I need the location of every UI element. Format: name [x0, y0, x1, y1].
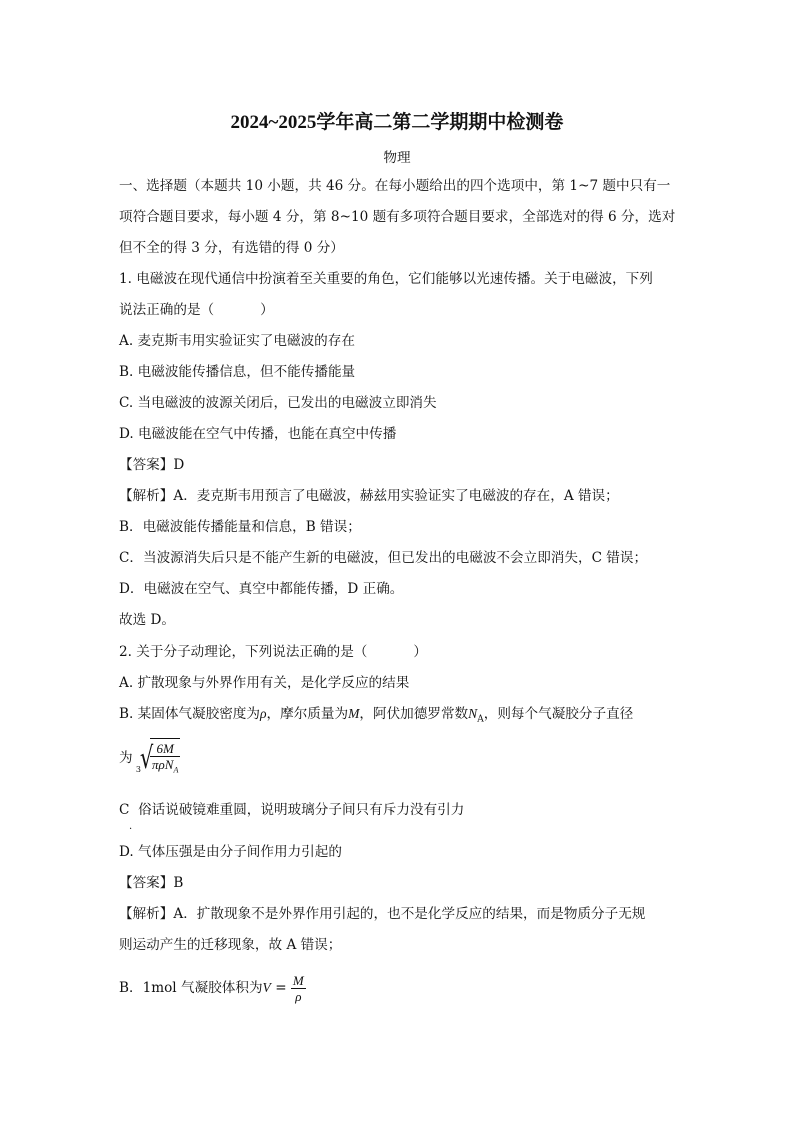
- q2-stem-close: ）: [413, 644, 427, 660]
- equals-sign: =: [275, 980, 287, 996]
- q1-option-d: D. 电磁波能在空气中传播，也能在真空中传播: [119, 426, 397, 442]
- radicand-denominator-subscript: A: [173, 765, 179, 775]
- density-symbol: ρ: [259, 706, 267, 721]
- q2-option-b-line2: [119, 738, 180, 779]
- q2-analysis-b-prefix: B．1mol 气凝胶体积为: [119, 980, 263, 996]
- q2-analysis-a-line2: 则运动产生的迁移现象，故 A 错误；: [119, 937, 342, 953]
- exam-subject: 物理: [383, 150, 411, 166]
- section-instructions-line2: 项符合题目要求，每小题 4 分，第 8~10 题有多项符合题目要求，全部选对的得 6 分，选对: [119, 209, 676, 225]
- radicand-numerator: 6M: [150, 741, 180, 757]
- q1-answer: 【答案】D: [119, 457, 185, 473]
- q1-stem-close: ）: [260, 302, 274, 318]
- q1-option-a: A. 麦克斯韦用实验证实了电磁波的存在: [119, 333, 355, 349]
- q2-option-d: D. 气体压强是由分子间作用力引起的: [119, 844, 342, 860]
- root-index: 3: [135, 765, 142, 774]
- q1-option-b: B. 电磁波能传播信息，但不能传播能量: [119, 364, 356, 380]
- section-instructions-line1: 一、选择题（本题共 10 小题，共 46 分。在每小题给出的四个选项中，第 1~7 题中只有一: [119, 178, 671, 194]
- q2-option-b-prefix: B. 某固体气凝胶密度为: [119, 706, 260, 722]
- q2-analysis-b: [119, 968, 306, 1008]
- q2-stem-text: 2. 关于分子动理论，下列说法正确的是（: [119, 644, 368, 660]
- radicand-fraction: [150, 741, 180, 778]
- q1-analysis-c: C．当波源消失后只是不能产生新的电磁波，但已发出的电磁波不会立即消失，C 错误；: [119, 550, 648, 566]
- section-instructions-line3: 但不全的得 3 分，有选错的得 0 分）: [119, 240, 344, 256]
- avogadro-symbol: N: [468, 706, 478, 721]
- q1-analysis-d: D．电磁波在空气、真空中都能传播，D 正确。: [119, 581, 404, 597]
- q1-analysis-b: B．电磁波能传播能量和信息，B 错误；: [119, 519, 361, 535]
- q2-stem: [119, 643, 427, 661]
- molar-mass-symbol: M: [348, 706, 360, 721]
- radicand-denominator: [150, 757, 180, 778]
- q2-option-c: [119, 801, 464, 819]
- q2-option-c-text: 俗话说破镜难重圆，说明玻璃分子间只有斥力没有引力: [138, 802, 465, 818]
- q2-option-b-suffix: ，则每个气凝胶分子直径: [483, 706, 634, 722]
- q2-analysis-a-line1: 【解析】A．扩散现象不是外界作用引起的，也不是化学反应的结果，而是物质分子无规: [119, 906, 646, 922]
- q1-stem-line2: [119, 301, 274, 319]
- period-mark: .: [129, 821, 133, 832]
- q2-option-c-letter: C: [119, 802, 130, 818]
- cube-root-formula: [137, 738, 180, 779]
- avogadro-subscript: A: [477, 714, 484, 725]
- q2-answer: 【答案】B: [119, 875, 184, 891]
- q2-option-b-mid2: ，阿伏加德罗常数: [359, 706, 469, 722]
- exam-title: 2024~2025学年高二第二学期期中检测卷: [230, 112, 564, 133]
- q2-option-a: A. 扩散现象与外界作用有关，是化学反应的结果: [119, 675, 410, 691]
- q1-option-c: C. 当电磁波的波源关闭后，已发出的电磁波立即消失: [119, 395, 437, 411]
- radical-sign-icon: √: [139, 740, 154, 776]
- volume-numerator: M: [292, 973, 304, 988]
- radicand-denominator-text: πρN: [152, 757, 174, 773]
- volume-fraction: [291, 973, 306, 1004]
- q1-analysis-a: 【解析】A．麦克斯韦用预言了电磁波，赫兹用实验证实了电磁波的存在，A 错误；: [119, 488, 619, 504]
- q2-option-b-line1: [119, 705, 633, 729]
- q1-conclusion: 故选 D。: [119, 612, 176, 628]
- volume-symbol: V: [262, 980, 271, 995]
- q2-option-b-mid1: ，摩尔质量为: [266, 706, 349, 722]
- q2-option-b-line2-prefix: 为: [119, 750, 133, 766]
- q1-stem-text: 说法正确的是（: [119, 302, 215, 318]
- q1-stem-line1: 1. 电磁波在现代通信中扮演着至关重要的角色，它们能够以光速传播。关于电磁波，下列: [119, 271, 653, 287]
- radicand: [150, 738, 180, 779]
- volume-denominator: ρ: [295, 989, 302, 1004]
